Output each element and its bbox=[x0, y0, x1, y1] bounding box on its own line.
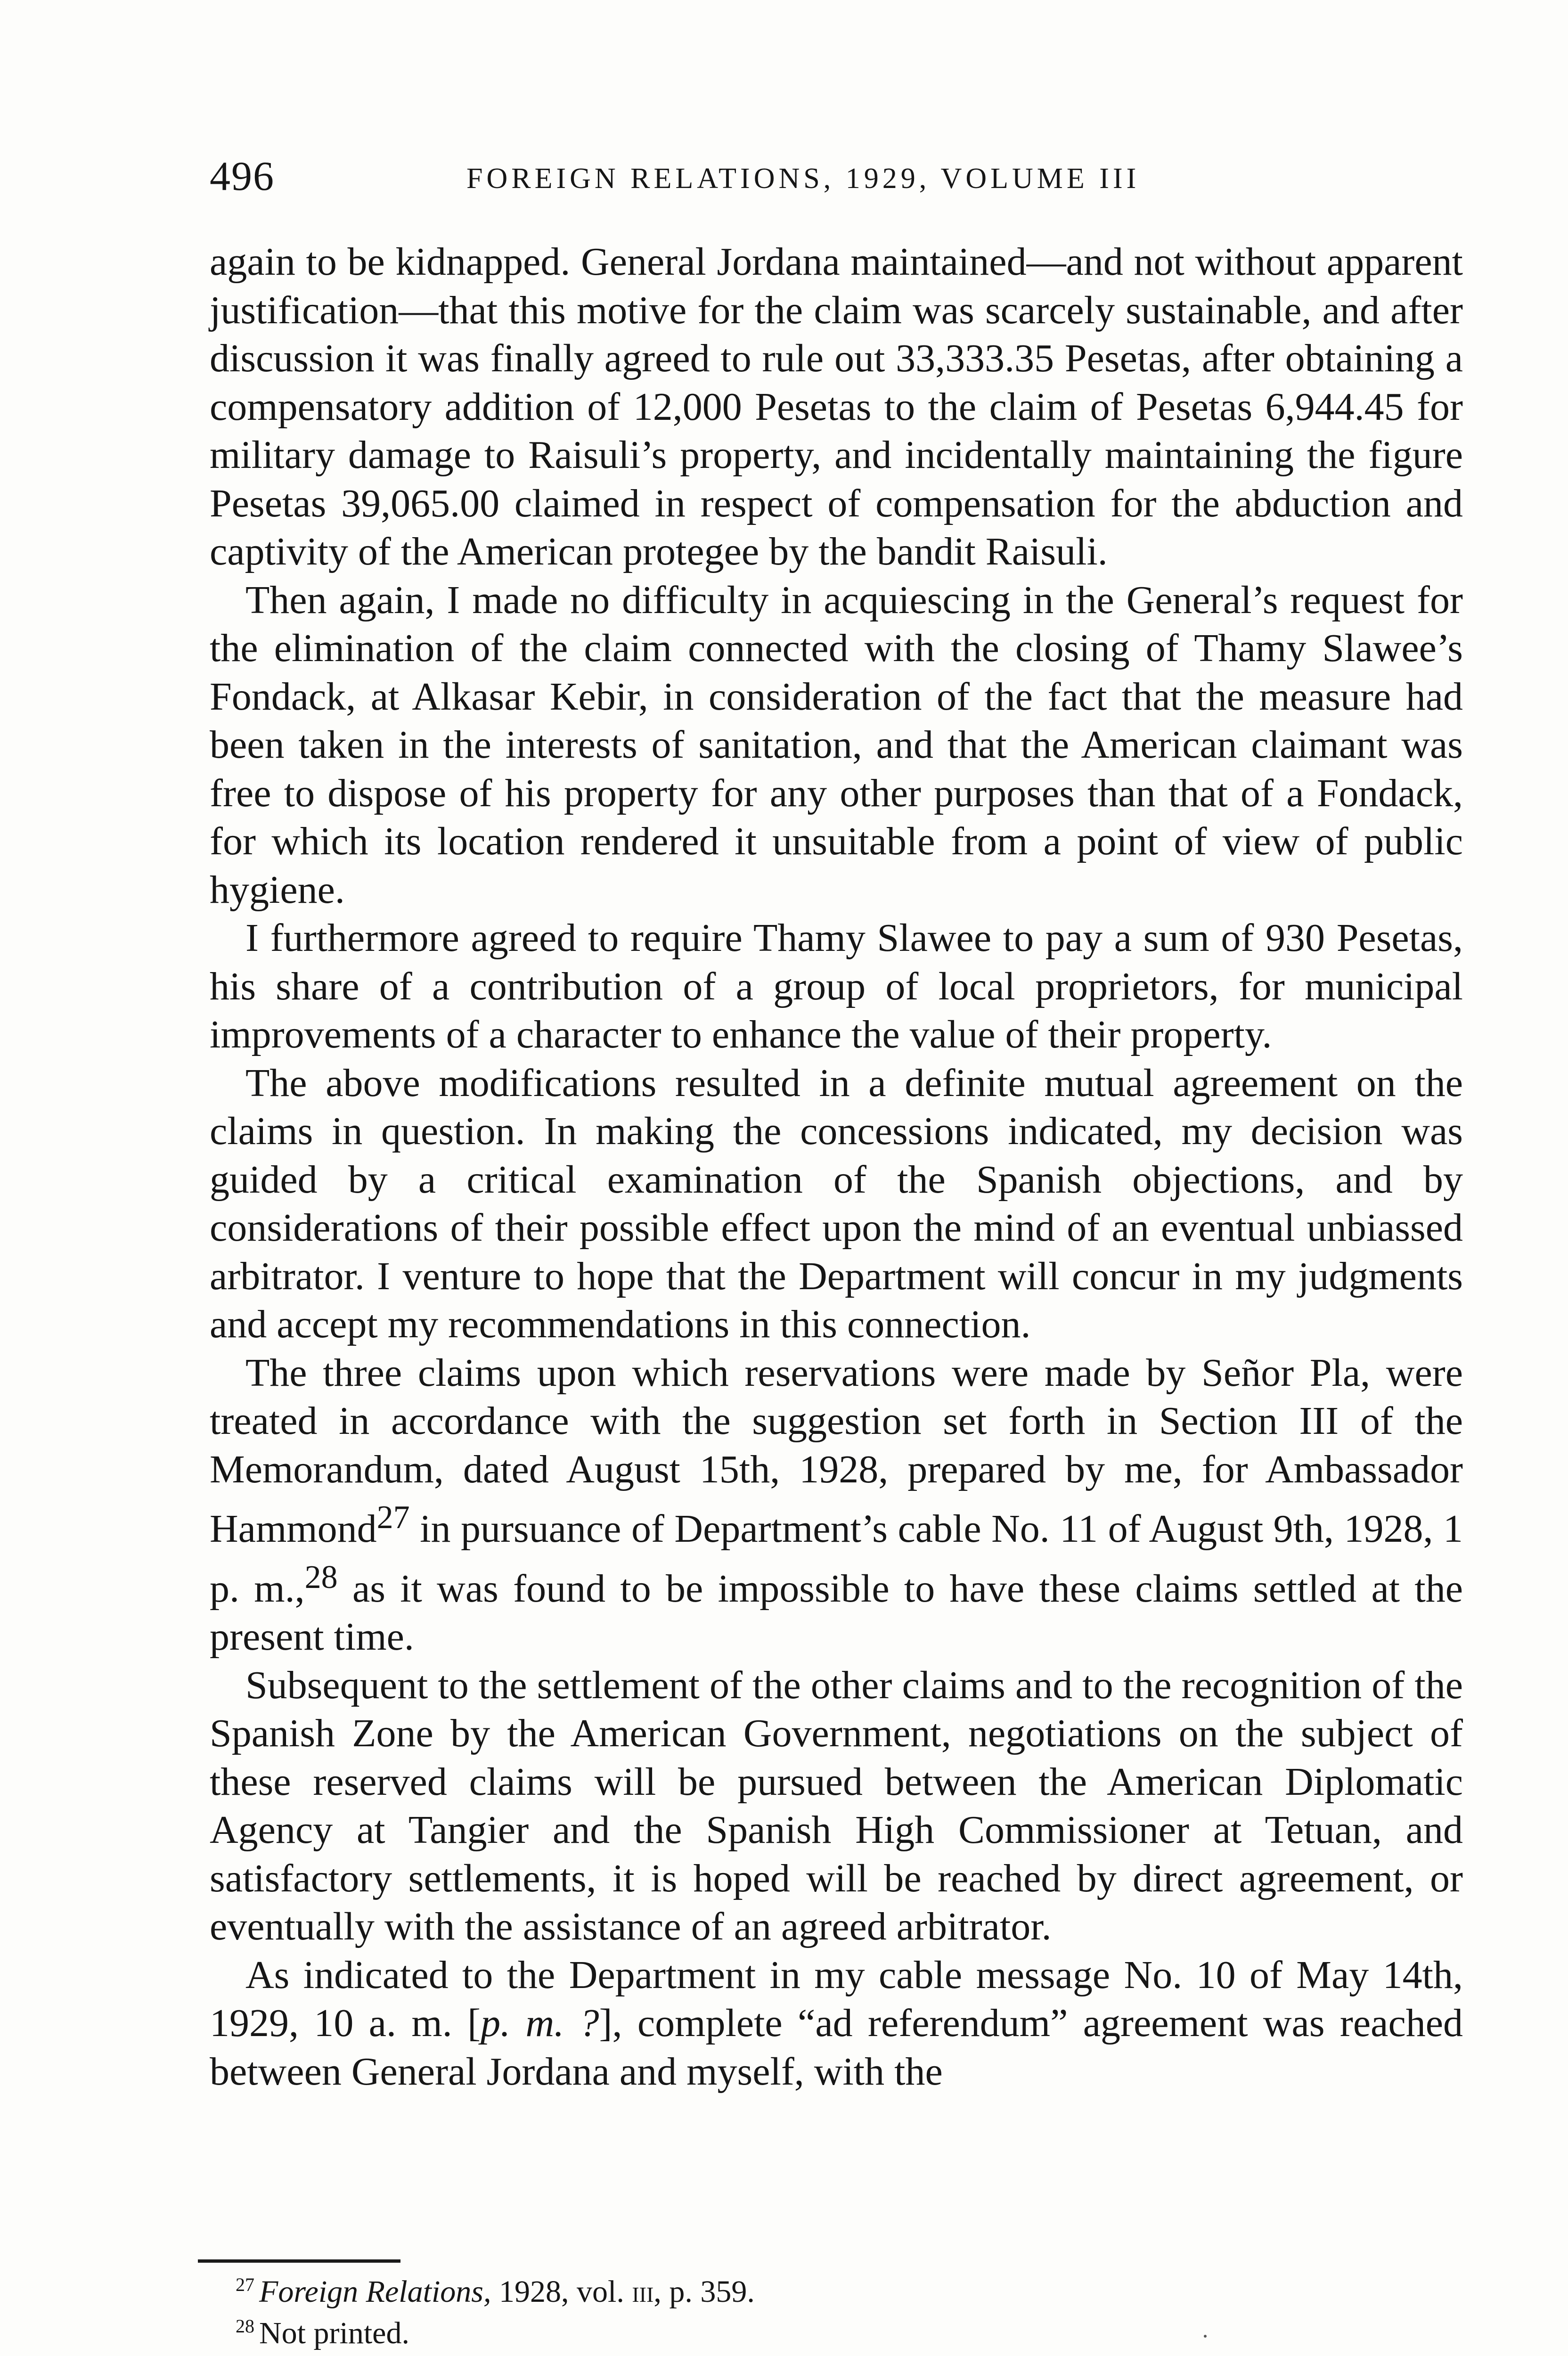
footnote-text: 1928, vol. bbox=[491, 2274, 632, 2309]
paragraph-5 bbox=[210, 1349, 1463, 1661]
footnote-ref-28: 28 bbox=[304, 1559, 338, 1595]
footnote-number: 27 bbox=[236, 2274, 254, 2295]
footnote-28 bbox=[236, 2313, 1366, 2354]
paragraph-1: again to be kidnapped. General Jordana maintained—and not without apparent justification—that this motive for the claim was scarcely sustainable, and after discussion it was finally agreed to rule out 33,333.35 Pesetas, after obtaining a compensatory addition of 12,000 Pesetas to the claim of Pesetas 6,944.45 for military damage to Raisuli’s property, and incidentally maintaining the figure Pesetas 39,065.00 claimed in respect of compensation for the abduction and captivity of the American protegee by the bandit Raisuli. bbox=[210, 240, 1463, 573]
paragraph-3: I furthermore agreed to require Thamy Slawee to pay a sum of 930 Pesetas, his share of a contribution of a group of local proprietors, for municipal improvements of a character to enhance the value of their property. bbox=[210, 916, 1463, 1056]
footnote-ref-27: 27 bbox=[376, 1499, 410, 1536]
running-head: FOREIGN RELATIONS, 1929, VOLUME III bbox=[466, 163, 1140, 195]
page-number: 496 bbox=[210, 154, 275, 199]
paragraph-5-start: The three claims upon which reservations were made by Señor Pla, were treated in accordance with the suggestion set forth in Section III of the Memorandum, dated August 15th, 1928, prepared by me, for Ambassador Hammond bbox=[210, 1350, 1463, 1551]
page-header bbox=[210, 151, 1463, 203]
scan-speck bbox=[1204, 2335, 1207, 2338]
footnote-volume: iii bbox=[632, 2274, 654, 2309]
footnote-divider bbox=[198, 2259, 400, 2263]
paragraph-2: Then again, I made no difficulty in acquiescing in the General’s request for the elimination of the claim connected with the closing of Thamy Slawee’s Fondack, at Alkasar Kebir, in consideration of the fact that the measure had been taken in the interests of sanitation, and that the American claimant was free to dispose of his property for any other purposes than that of a Fondack, for which its location rendered it unsuitable from a point of view of public hygiene. bbox=[210, 578, 1463, 912]
footnote-27 bbox=[236, 2271, 1366, 2313]
footnote-text: Not printed. bbox=[259, 2316, 409, 2350]
paragraph-5-end: as it was found to be impossible to have these claims settled at the present time. bbox=[210, 1566, 1463, 1659]
paragraph-7-end: ], complete “ad referendum” agreement was reached between General Jordana and myself, with the bbox=[210, 2001, 1463, 2094]
footnote-number: 28 bbox=[236, 2315, 254, 2337]
body-text bbox=[210, 238, 1463, 2096]
footnote-title: Foreign Relations, bbox=[259, 2274, 491, 2309]
paragraph-5-middle: in pursuance of Department’s cable No. 11 of August 9th, 1928, 1 p. m., bbox=[210, 1507, 1463, 1611]
paragraph-6: Subsequent to the settlement of the other claims and to the recognition of the Spanish Zone by the American Government, negotiations on the subject of these reserved claims will be pursued between the American Diplomatic Agency at Tangier and the Spanish High Commissioner at Tetuan, and satisfactory settlements, it is hoped will be reached by direct agreement, or eventually with the assistance of an agreed arbitrator. bbox=[210, 1663, 1463, 1948]
paragraph-4: The above modifications resulted in a definite mutual agreement on the claims in question. In making the concessions indicated, my decision was guided by a critical examination of the Spanish objections, and by considerations of their possible effect upon the mind of an eventual unbiassed arbitrator. I venture to hope that the Department will concur in my judgments and accept my recommendations in this connection. bbox=[210, 1061, 1463, 1346]
footnotes bbox=[236, 2271, 1366, 2354]
paragraph-7-italic: p. m. ? bbox=[481, 2001, 599, 2045]
paragraph-7-start: As indicated to the Department in my cable message No. 10 of May 14th, 1929, 10 a. m. [ bbox=[210, 1953, 1463, 2045]
paragraph-7 bbox=[210, 1951, 1463, 2096]
footnote-text: , p. 359. bbox=[653, 2274, 755, 2309]
